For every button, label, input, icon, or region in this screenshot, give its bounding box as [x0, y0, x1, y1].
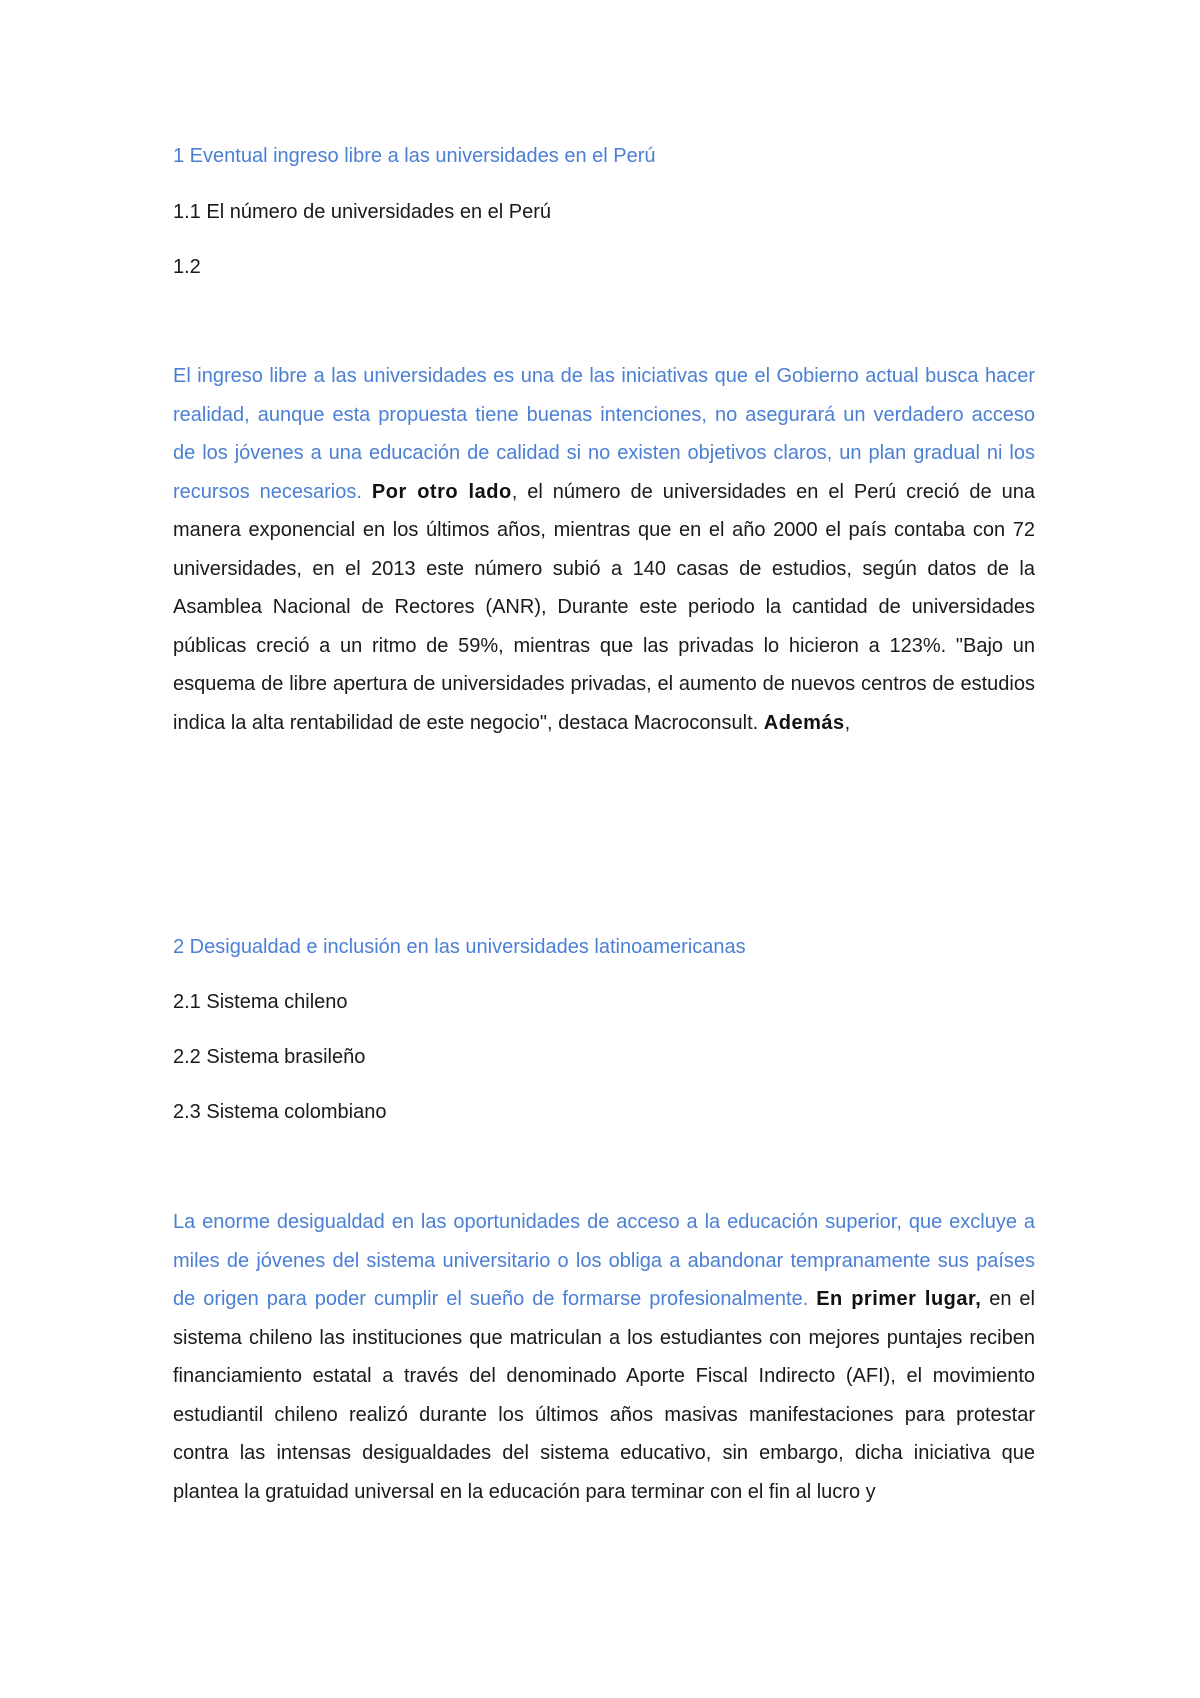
section-1-heading: 1 Eventual ingreso libre a las universidades en el Perú — [173, 145, 656, 167]
section-2-3-heading: 2.3 Sistema colombiano — [173, 1101, 387, 1123]
paragraph-tail: , — [844, 711, 851, 734]
paragraph-blue-text: La enorme desigualdad en las oportunidades de acceso a la educación superior, que excluye a miles de jóvenes del sistema universitario o los obliga a abandonar tempranamente sus países de origen para poder cumplir el sueño de formarse profesionalmente. — [173, 1211, 1035, 1310]
section-1-1-heading: 1.1 El número de universidades en el Perú — [173, 201, 552, 223]
paragraph-body-text: , el número de universidades en el Perú creció de una manera exponencial en los últimos años, mientras que en el año 2000 el país contaba con 72 universidades, en el 2013 este número subió a 140 casas de estudios, según datos de la Asamblea Nacional de Rectores (ANR), Durante este periodo la cantidad de universidades públicas creció a un ritmo de 59%, mientras que las privadas lo hicieron a 123%. "Bajo un esquema de libre apertura de universidades privadas, el aumento de nuevos centros de estudios indica la alta rentabilidad de este negocio", destaca Macroconsult. — [173, 480, 1035, 734]
paragraph-bold-phrase: Por otro lado — [371, 480, 512, 503]
section-2-paragraph — [173, 1203, 1035, 1511]
section-2-2-heading: 2.2 Sistema brasileño — [173, 1046, 366, 1068]
section-1-2-heading: 1.2 — [173, 256, 201, 278]
paragraph-body-text: en el sistema chileno las instituciones que matriculan a los estudiantes con mejores puntajes reciben financiamiento estatal a través del denominado Aporte Fiscal Indirecto (AFI), el movimiento estudiantil chileno realizó durante los últimos años masivas manifestaciones para protestar contra las intensas desigualdades del sistema educativo, sin embargo, dicha iniciativa que plantea la gratuidad universal en la educación para terminar con el fin al lucro y — [173, 1288, 1035, 1503]
paragraph-bold-phrase: Además — [763, 711, 845, 734]
section-2-heading: 2 Desigualdad e inclusión en las universidades latinoamericanas — [173, 936, 746, 958]
paragraph-blue-text: El ingreso libre a las universidades es una de las iniciativas que el Gobierno actual busca hacer realidad, aunque esta propuesta tiene buenas intenciones, no asegurará un verdadero acceso de los jóvenes a una educación de calidad si no existen objetivos claros, un plan gradual ni los recursos necesarios. — [173, 365, 1035, 503]
section-1-paragraph — [173, 357, 1035, 742]
paragraph-bold-phrase: En primer lugar, — [816, 1288, 982, 1310]
section-2-1-heading: 2.1 Sistema chileno — [173, 991, 348, 1013]
